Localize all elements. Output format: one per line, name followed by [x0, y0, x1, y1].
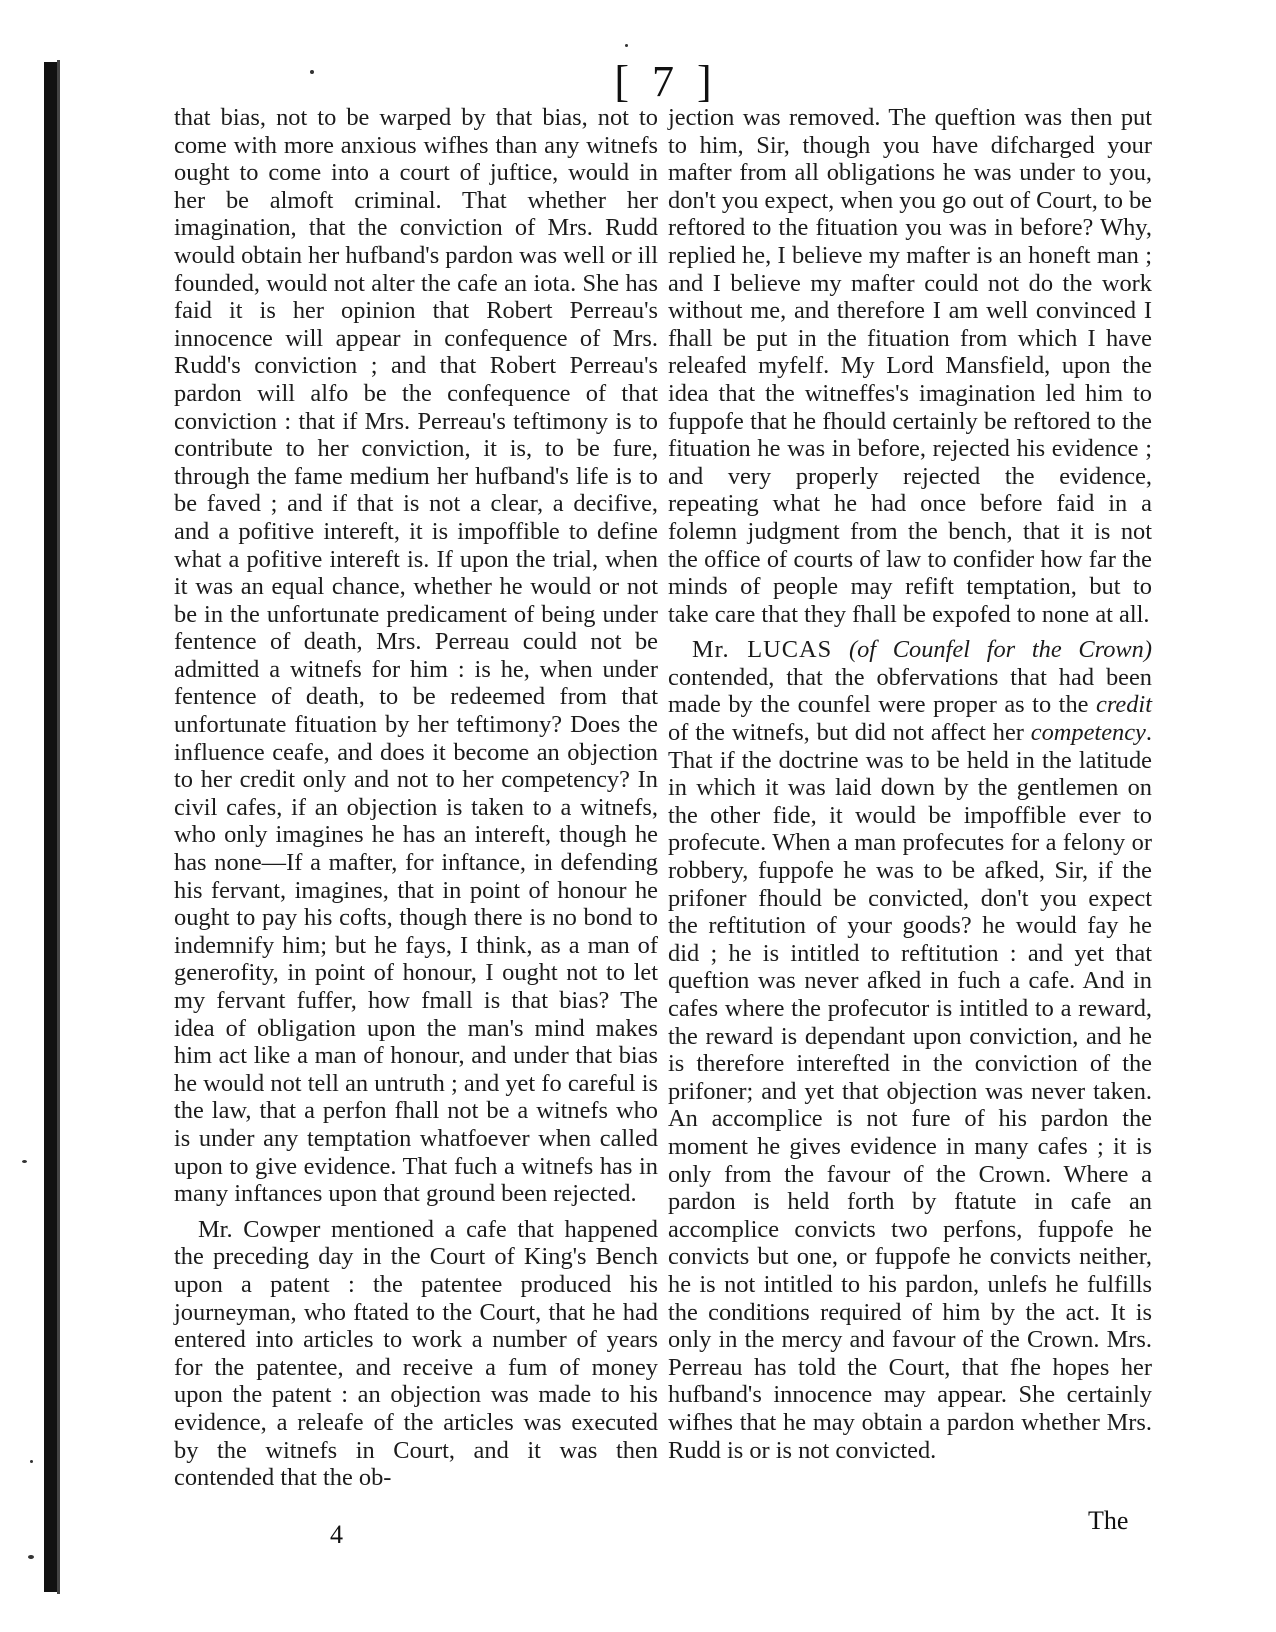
paragraph: that bias, not to be warped by that bias, not to come with more anxious wifhes than any witnefs ought to come into a court of juftice, would in her be almoft criminal. That whether her imagination, that the conviction of Mrs. Rudd would obtain her hufband's pardon was well or ill founded, would not alter the cafe an iota. She has faid it is her opinion that Robert Perreau's innocence will appear in confequence of Mrs. Rudd's conviction ; and that Robert Perreau's pardon will alfo be the confequence of that conviction : that if Mrs. Perreau's teftimony is to contribute to her conviction, it is, to be fure, through the fame medium her hufband's life is to be faved ; and if that is not a clear, a decifive, and a pofitive intereft, it is impoffible to define what a pofitive intereft is. If upon the trial, when it was an equal chance, whether he would or not be in the unfortunate predicament of being under fentence of death, Mrs. Perreau could not be admitted a witnefs for him : is he, when under fentence of death, to be redeemed from that unfortunate fituation by her teftimony? Does the influence ceafe, and does it become an objection to her credit only and not to her competency? In civil cafes, if an objection is taken to a witnefs, who only imagines he has an intereft, though he has none—If a mafter, for inftance, in defending his fervant, imagines, that in point of honour he ought to pay his cofts, though there is no bond to indemnify him; but he fays, I think, as a man of generofity, in point of honour, I ought not to let my fervant fuffer, how fmall is that bias? The idea of obligation upon the man's mind makes him act like a man of honour, and under that bias he would not tell an untruth ; and yet fo careful is the law, that a perfon fhall not be a witnefs who is under any temptation whatfoever when called upon to give evidence. That fuch a witnefs has in many inftances upon that ground been rejected.: [174, 104, 658, 1208]
ink-speck: [30, 1460, 33, 1463]
text-run: contended, that the obfervations that had been made by the counfel were proper as to the: [668, 663, 1152, 719]
speaker-role: (of Counfel for the Crown): [848, 636, 1152, 664]
emphasis-credit: credit: [1096, 691, 1152, 719]
page-number: [ 7 ]: [614, 57, 718, 106]
left-column: [174, 104, 658, 1500]
ink-speck: [28, 1555, 34, 1559]
catchword: The: [1088, 1506, 1129, 1535]
binding-edge-line: [57, 60, 60, 1594]
emphasis-competency: competency: [1030, 719, 1146, 747]
text-run: of the witnefs, but did not affect her: [668, 719, 1031, 747]
ink-speck: [22, 1160, 27, 1163]
signature-mark: 4: [330, 1520, 343, 1549]
text-run: . That if the doctrine was to be held in the latitude in which it was laid down by the gentlemen on the other fide, it would be impoffible ever to profecute. When a man profecutes for a felony or robbery, fuppofe he was to be afked, Sir, if the prifoner fhould be convicted, don't you expect the reftitution of your goods? he would fay he did ; he is intitled to reftitution : and yet that queftion was never afked in fuch a cafe. And in cafes where the profecutor is intitled to a reward, the reward is dependant upon conviction, and he is therefore interefted in the conviction of the prifoner; and yet that objection was never taken. An accomplice is not fure of his pardon the moment he gives evidence in many cafes ; it is only from the favour of the Crown. Where a pardon is held forth by ftatute in cafe an accomplice convicts two perfons, fuppofe he convicts but one, or fuppofe he convicts neither, he is not intitled to his pardon, unlefs he fulfills the conditions required of him by the act. It is only in the mercy and favour of the Crown. Mrs. Perreau has told the Court, that fhe hopes her hufband's innocence may appear. She certainly wifhes that he may obtain a pardon whether Mrs. Rudd is or is not convicted.: [668, 719, 1152, 1464]
ink-speck: [625, 44, 628, 47]
paragraph: Mr. Cowper mentioned a cafe that happened the preceding day in the Court of King's Bench upon a patent : the patentee produced his journeyman, who ftated to the Court, that he had entered into articles to work a number of years for the patentee, and receive a fum of money upon the patent : an objection was made to his evidence, a releafe of the articles was executed by the witnefs in Court, and it was then contended that the ob-: [174, 1215, 658, 1492]
paragraph: [668, 636, 1152, 1464]
ink-speck: [310, 70, 314, 74]
right-column: [668, 104, 1152, 1472]
binding-edge-shadow: [44, 62, 57, 1592]
speaker-name: Mr. LUCAS: [692, 636, 833, 664]
paragraph: jection was removed. The queftion was then put to him, Sir, though you have difcharged your mafter from all obligations he was under to you, don't you expect, when you go out of Court, to be reftored to the fituation you was in before? Why, replied he, I believe my mafter is an honeft man ; and I believe my mafter could not do the work without me, and therefore I am well convinced I fhall be put in the fituation from which I have releafed myfelf. My Lord Mansfield, upon the idea that the witneffes's imagination led him to fuppofe that he fhould certainly be reftored to the fituation he was in before, rejected his evidence ; and very properly rejected the evidence, repeating what he had once before faid in a folemn judgment from the bench, that it is not the office of courts of law to confider how far the minds of people may refift temptation, but to take care that they fhall be expofed to none at all.: [668, 104, 1153, 628]
